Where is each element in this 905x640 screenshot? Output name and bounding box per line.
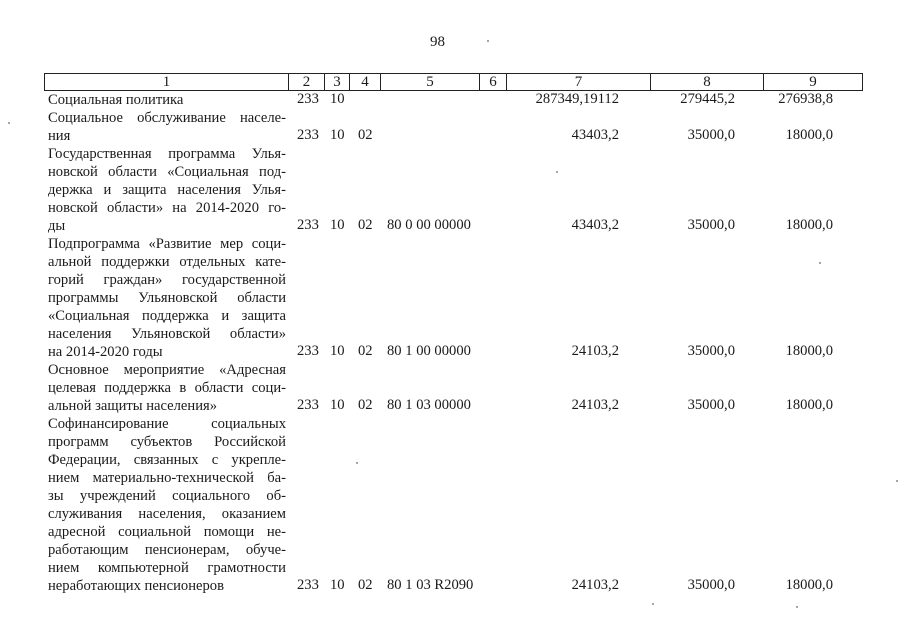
description-line: программы Ульяновской области [48, 290, 286, 306]
description-line: Социальное обслуживание населе- [48, 110, 286, 126]
description-line: работающим пенсионерам, обуче- [48, 542, 286, 558]
column-header-9: 9 [764, 74, 863, 91]
description-line: на 2014-2020 годы [48, 344, 163, 360]
description-line: альной поддержки отдельных кате- [48, 254, 286, 270]
column-header-2: 2 [289, 74, 325, 91]
row-description [48, 415, 286, 595]
description-line: Подпрограмма «Развитие мер соци- [48, 236, 286, 252]
cell-col-2: 233 [297, 217, 319, 233]
cell-col-9: 18000,0 [785, 343, 833, 359]
cell-col-8: 35000,0 [687, 217, 735, 233]
description-line: служивания населения, оказанием [48, 506, 286, 522]
cell-col-2: 233 [297, 127, 319, 143]
cell-col-3: 10 [330, 217, 345, 233]
cell-col-3: 10 [330, 127, 345, 143]
description-line: Социальная политика [48, 92, 184, 108]
cell-col-8: 279445,2 [680, 91, 735, 107]
scan-speck [796, 606, 798, 608]
row-description [48, 145, 286, 235]
cell-col-5: 80 0 00 00000 [387, 217, 471, 233]
scan-speck [819, 262, 821, 264]
description-line: альной защиты населения» [48, 398, 218, 414]
description-line: нием компьютерной грамотности [48, 560, 286, 576]
description-line: Софинансирование социальных [48, 416, 286, 432]
cell-col-4: 02 [358, 577, 373, 593]
description-line: Государственная программа Улья- [48, 146, 286, 162]
cell-col-2: 233 [297, 397, 319, 413]
cell-col-9: 18000,0 [785, 397, 833, 413]
cell-col-3: 10 [330, 397, 345, 413]
cell-col-2: 233 [297, 91, 319, 107]
cell-col-5: 80 1 03 00000 [387, 397, 471, 413]
cell-col-7: 24103,2 [571, 577, 619, 593]
column-header-8: 8 [651, 74, 764, 91]
cell-col-7: 43403,2 [571, 217, 619, 233]
cell-col-4: 02 [358, 127, 373, 143]
column-header-4: 4 [350, 74, 381, 91]
description-line: «Социальная поддержка и защита [48, 308, 286, 324]
cell-col-9: 276938,8 [778, 91, 833, 107]
scan-speck [896, 480, 898, 482]
description-line: ния [48, 128, 71, 144]
description-line: адресной социальной помощи не- [48, 524, 286, 540]
cell-col-2: 233 [297, 577, 319, 593]
cell-col-3: 10 [330, 343, 345, 359]
description-line: новской области «Социальная под- [48, 164, 286, 180]
cell-col-2: 233 [297, 343, 319, 359]
cell-col-8: 35000,0 [687, 397, 735, 413]
cell-col-3: 10 [330, 91, 345, 107]
description-line: Федерации, связанных с укрепле- [48, 452, 286, 468]
cell-col-4: 02 [358, 217, 373, 233]
cell-col-5: 80 1 00 00000 [387, 343, 471, 359]
scan-speck [487, 40, 489, 42]
cell-col-4: 02 [358, 343, 373, 359]
scan-speck [356, 462, 358, 464]
description-line: зы учреждений социального об- [48, 488, 286, 504]
description-line: новской области» на 2014-2020 го- [48, 200, 286, 216]
cell-col-8: 35000,0 [687, 577, 735, 593]
cell-col-9: 18000,0 [785, 127, 833, 143]
cell-col-5: 80 1 03 R2090 [387, 577, 474, 593]
description-line: ды [48, 218, 66, 234]
scan-speck [556, 171, 558, 173]
column-header-5: 5 [381, 74, 480, 91]
cell-col-7: 43403,2 [571, 127, 619, 143]
cell-col-8: 35000,0 [687, 343, 735, 359]
column-header-7: 7 [507, 74, 651, 91]
row-description [48, 361, 286, 415]
column-header-6: 6 [480, 74, 507, 91]
scan-speck [652, 603, 654, 605]
cell-col-7: 287349,19112 [535, 91, 619, 107]
description-line: горий граждан» государственной [48, 272, 286, 288]
description-line: неработающих пенсионеров [48, 578, 224, 594]
cell-col-9: 18000,0 [785, 577, 833, 593]
row-description [48, 235, 286, 361]
cell-col-7: 24103,2 [571, 397, 619, 413]
description-line: держка и защита населения Улья- [48, 182, 286, 198]
cell-col-7: 24103,2 [571, 343, 619, 359]
description-line: Основное мероприятие «Адресная [48, 362, 286, 378]
column-header-1: 1 [45, 74, 289, 91]
scan-speck [8, 122, 10, 124]
cell-col-9: 18000,0 [785, 217, 833, 233]
cell-col-8: 35000,0 [687, 127, 735, 143]
column-header-3: 3 [325, 74, 350, 91]
description-line: программ субъектов Российской [48, 434, 286, 450]
row-description [48, 109, 286, 145]
page-number: 98 [430, 34, 445, 50]
description-line: нием материально-технической ба- [48, 470, 286, 486]
cell-col-3: 10 [330, 577, 345, 593]
row-description [48, 91, 286, 109]
description-line: целевая поддержка в области соци- [48, 380, 286, 396]
cell-col-4: 02 [358, 397, 373, 413]
description-line: населения Ульяновской области» [48, 326, 286, 342]
